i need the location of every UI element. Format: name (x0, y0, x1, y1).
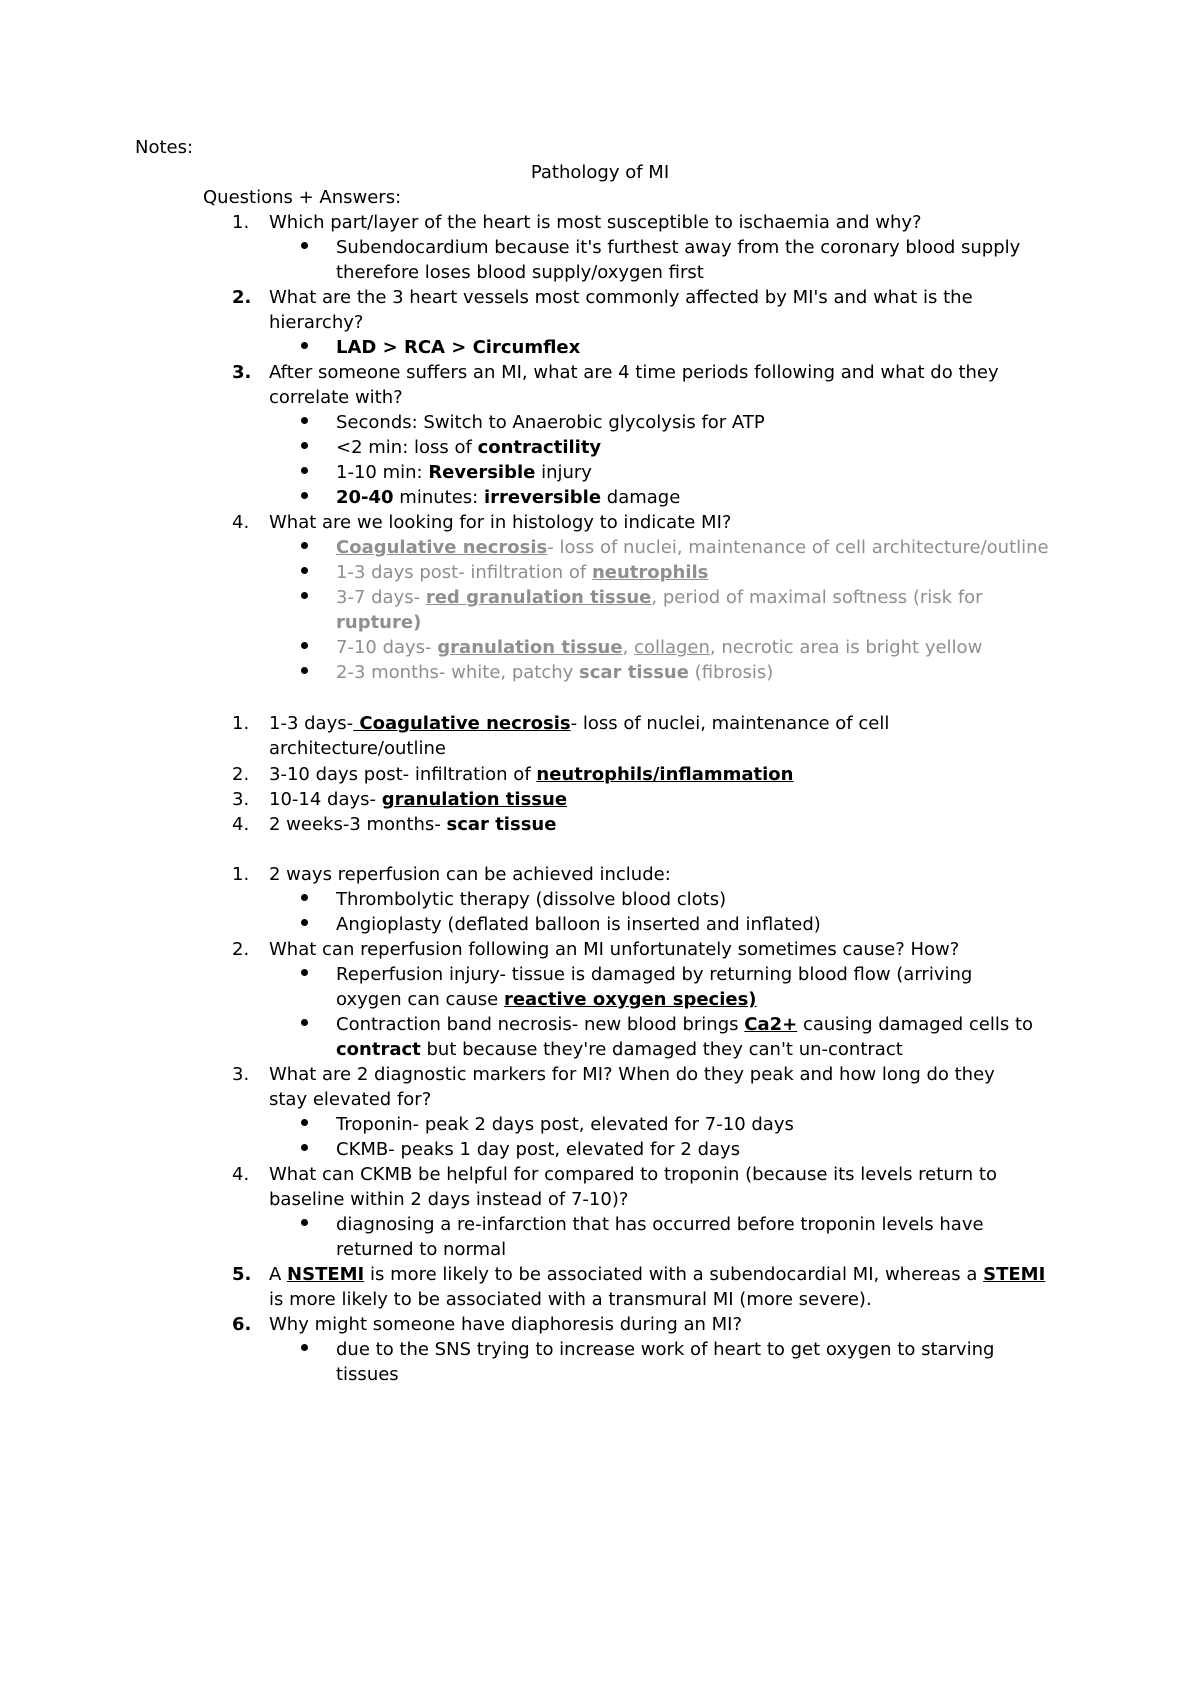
answer-fragment: 1-10 min: (336, 462, 429, 483)
answer-text (336, 560, 708, 586)
answer-emphasis: contract (336, 1039, 421, 1060)
statement-text: is more likely to be associated with a transmural MI (more severe). (269, 1289, 872, 1310)
answer-text (336, 535, 1049, 561)
answer-fragment: 7-10 days- (336, 637, 438, 658)
answer-text: Subendocardium because it's furthest away from the coronary blood supply (336, 237, 1021, 258)
item-fragment: - loss of nuclei, maintenance of cell (570, 713, 890, 734)
answer-text: due to the SNS trying to increase work of heart to get oxygen to starving (336, 1339, 995, 1360)
item-fragment: 1-3 days- (269, 713, 354, 734)
bullet (301, 1019, 308, 1026)
answer-fragment: , period of maximal softness (risk for (651, 587, 983, 608)
answer-text: Angioplasty (deflated balloon is inserted and inflated) (336, 914, 821, 935)
answer-fragment: minutes: (393, 487, 484, 508)
answer-fragment: 2-3 months- white, patchy (336, 662, 580, 683)
bullet (301, 969, 308, 976)
bullet (301, 567, 308, 574)
list-number: 5. (232, 1264, 252, 1285)
answer-fragment: injury (535, 462, 592, 483)
answer-emphasis: Ca2+ (744, 1014, 798, 1035)
bullet (301, 642, 308, 649)
answer-text: CKMB- peaks 1 day post, elevated for 2 days (336, 1139, 741, 1160)
question-text: What are the 3 heart vessels most commonly affected by MI's and what is the (269, 287, 973, 308)
bullet (301, 442, 308, 449)
answer-emphasis: scar tissue (579, 662, 689, 683)
bullet (301, 417, 308, 424)
answer-text (336, 435, 601, 461)
item-emphasis: Coagulative necrosis (353, 713, 571, 734)
bullet (301, 919, 308, 926)
answer-text: rupture) (336, 612, 422, 633)
list-number: 3. (232, 1064, 250, 1085)
question-text: After someone suffers an MI, what are 4 time periods following and what do they (269, 362, 999, 383)
answer-fragment: Contraction band necrosis- new blood brings (336, 1014, 745, 1035)
list-number: 3. (232, 362, 252, 383)
statement-text (269, 1262, 1045, 1288)
question-text: correlate with? (269, 387, 403, 408)
answer-text (336, 485, 680, 511)
question-text: What can CKMB be helpful for compared to troponin (because its levels return to (269, 1164, 998, 1185)
question-text: 2 ways reperfusion can be achieved include: (269, 864, 671, 885)
item-emphasis: neutrophils/inflammation (536, 764, 794, 785)
list-number: 3. (232, 789, 250, 810)
list-item-text: architecture/outline (269, 738, 446, 759)
item-fragment: 2 weeks-3 months- (269, 814, 447, 835)
answer-text: therefore loses blood supply/oxygen first (336, 262, 704, 283)
statement-fragment: A (269, 1264, 288, 1285)
list-number: 1. (232, 713, 250, 734)
question-text: What can reperfusion following an MI unfortunately sometimes cause? How? (269, 939, 960, 960)
list-item-text (269, 787, 567, 813)
notes-label: Notes: (135, 137, 194, 158)
bullet (301, 592, 308, 599)
bullet (301, 1344, 308, 1351)
list-number: 4. (232, 814, 250, 835)
bullet (301, 467, 308, 474)
question-text: Which part/layer of the heart is most susceptible to ischaemia and why? (269, 212, 922, 233)
list-number: 2. (232, 939, 250, 960)
answer-fragment: , necrotic area is bright yellow (709, 637, 983, 658)
list-item-text (269, 812, 556, 838)
answer-fragment: (fibrosis) (688, 662, 774, 683)
answer-fragment: , (622, 637, 635, 658)
qa-heading: Questions + Answers: (203, 187, 402, 208)
question-text: What are 2 diagnostic markers for MI? When do they peak and how long do they (269, 1064, 995, 1085)
question-text: stay elevated for? (269, 1089, 432, 1110)
bullet (301, 242, 308, 249)
answer-fragment: 1-3 days post- infiltration of (336, 562, 592, 583)
question-text: Why might someone have diaphoresis during an MI? (269, 1314, 743, 1335)
bullet (301, 894, 308, 901)
item-emphasis: granulation tissue (381, 789, 568, 810)
statement-fragment: is more likely to be associated with a subendocardial MI, whereas a (364, 1264, 984, 1285)
statement-emphasis: NSTEMI (287, 1264, 365, 1285)
item-fragment: 3-10 days post- infiltration of (269, 764, 537, 785)
answer-fragment: oxygen can cause (336, 989, 504, 1010)
answer-emphasis: irreversible (483, 487, 602, 508)
answer-emphasis: granulation tissue (437, 637, 623, 658)
answer-text (336, 987, 757, 1013)
answer-fragment: - loss of nuclei, maintenance of cell architecture/outline (547, 537, 1049, 558)
answer-text: Reperfusion injury- tissue is damaged by returning blood flow (arriving (336, 964, 973, 985)
answer-emphasis: red granulation tissue (425, 587, 652, 608)
list-number: 2. (232, 764, 250, 785)
answer-text: LAD > RCA > Circumflex (336, 337, 581, 358)
answer-text: Troponin- peak 2 days post, elevated for 7-10 days (336, 1114, 794, 1135)
answer-text: Seconds: Switch to Anaerobic glycolysis for ATP (336, 412, 765, 433)
answer-fragment: 3-7 days- (336, 587, 426, 608)
answer-text: returned to normal (336, 1239, 507, 1260)
answer-fragment: but because they're damaged they can't un-contract (420, 1039, 903, 1060)
question-text: baseline within 2 days instead of 7-10)? (269, 1189, 629, 1210)
item-fragment: 10-14 days- (269, 789, 382, 810)
answer-text (336, 585, 983, 611)
statement-emphasis: STEMI (983, 1264, 1046, 1285)
answer-emphasis: Reversible (428, 462, 536, 483)
answer-emphasis: 20-40 (336, 487, 394, 508)
answer-fragment: damage (601, 487, 681, 508)
answer-fragment: <2 min: loss of (336, 437, 478, 458)
answer-fragment: causing damaged cells to (797, 1014, 1034, 1035)
answer-emphasis: reactive oxygen species) (503, 989, 757, 1010)
answer-text: Thrombolytic therapy (dissolve blood clots) (336, 889, 727, 910)
answer-text: diagnosing a re-infarction that has occurred before troponin levels have (336, 1214, 984, 1235)
bullet (301, 1144, 308, 1151)
bullet (301, 1119, 308, 1126)
answer-text (336, 1037, 903, 1063)
list-number: 1. (232, 864, 250, 885)
list-number: 4. (232, 1164, 250, 1185)
answer-emphasis: contractility (477, 437, 602, 458)
list-number: 2. (232, 287, 252, 308)
list-number: 4. (232, 512, 250, 533)
document-title: Pathology of MI (530, 162, 670, 183)
answer-text: tissues (336, 1364, 399, 1385)
answer-emphasis: Coagulative necrosis (336, 537, 548, 558)
bullet (301, 542, 308, 549)
bullet (301, 1219, 308, 1226)
list-number: 6. (232, 1314, 252, 1335)
answer-emphasis: collagen (634, 637, 710, 658)
answer-text (336, 1012, 1033, 1038)
question-text: What are we looking for in histology to indicate MI? (269, 512, 732, 533)
list-item-text (269, 711, 889, 737)
answer-emphasis: neutrophils (591, 562, 709, 583)
bullet (301, 667, 308, 674)
list-item-text (269, 762, 794, 788)
bullet (301, 342, 308, 349)
question-text: hierarchy? (269, 312, 364, 333)
answer-text (336, 635, 982, 661)
list-number: 1. (232, 212, 250, 233)
bullet (301, 492, 308, 499)
answer-text (336, 460, 592, 486)
item-emphasis: scar tissue (446, 814, 557, 835)
answer-text (336, 660, 773, 686)
